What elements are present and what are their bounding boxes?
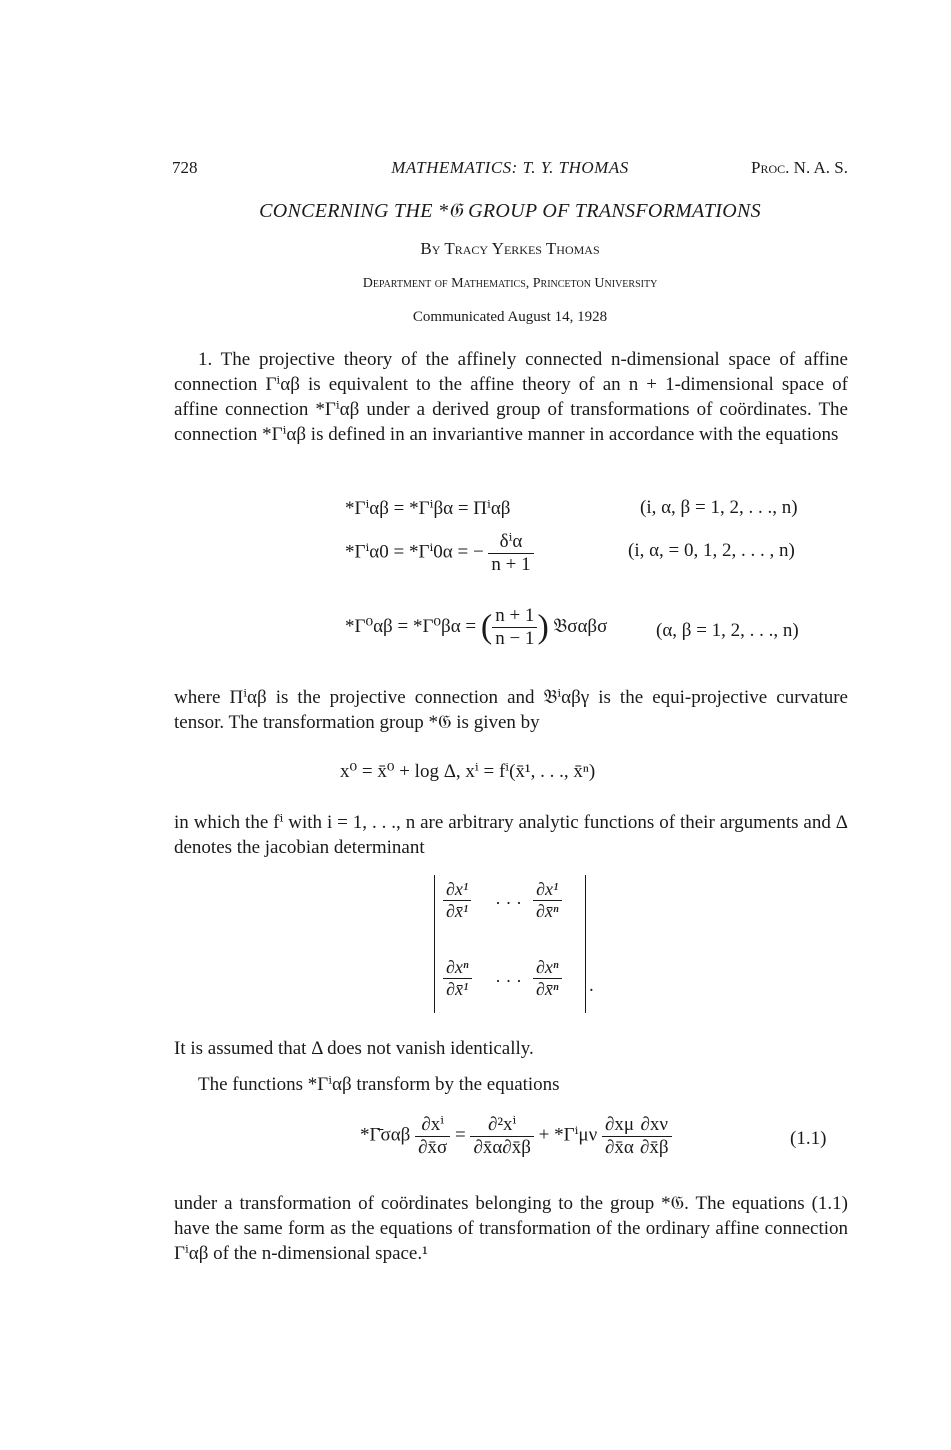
paragraph-3: in which the fⁱ with i = 1, . . ., n are arbitrary analytic functions of their arguments and Δ denotes the jacobian determinant xyxy=(174,812,848,858)
equation-3-numerator: n + 1 xyxy=(492,605,537,628)
det-numerator-1-1: ∂x¹ xyxy=(443,879,471,901)
paragraph-5: The functions *Γⁱαβ transform by the equations xyxy=(198,1074,560,1095)
equation-3-condition: (α, β = 1, 2, . . ., n) xyxy=(656,620,799,641)
det-numerator-2-1: ∂xⁿ xyxy=(443,957,472,979)
paragraph-6: under a transformation of coördinates belonging to the group *𝔊. The equations (1.1) have the same form as the equations of transformation of the ordinary affine connection Γⁱαβ of the n-dimensional space.¹ xyxy=(174,1193,848,1264)
transformation-equation: x⁰ = x̄⁰ + log Δ, xⁱ = fⁱ(x̄¹, . . ., x̄ⁿ) xyxy=(340,761,596,782)
det-cell-1-1 xyxy=(443,879,471,922)
eq11-fraction-3 xyxy=(602,1114,637,1159)
article-author: By Tracy Yerkes Thomas xyxy=(420,239,600,258)
determinant-period: . xyxy=(589,975,594,996)
journal-name: Proc. N. A. S. xyxy=(751,158,848,177)
equation-3-lhs: *Γ⁰αβ = *Γ⁰βα = xyxy=(345,615,477,637)
det-cell-1-2 xyxy=(533,879,562,922)
running-header xyxy=(172,158,848,182)
equation-2-denominator: n + 1 xyxy=(491,554,531,575)
author-affiliation: Department of Mathematics, Princeton University xyxy=(362,276,658,291)
det-denominator-1-2: ∂x̄ⁿ xyxy=(536,901,559,921)
article-title: CONCERNING THE *𝔊 GROUP OF TRANSFORMATIONS xyxy=(259,200,761,222)
equation-3-denominator: n − 1 xyxy=(495,628,535,649)
det-numerator-1-2: ∂x¹ xyxy=(533,879,562,901)
eq11-f3-numerator: ∂xμ xyxy=(602,1114,637,1137)
equation-1 xyxy=(345,497,510,520)
eq11-plus-term: + *Γⁱμν xyxy=(538,1124,598,1146)
eq11-f1-numerator: ∂xⁱ xyxy=(415,1113,450,1137)
equation-2 xyxy=(345,530,534,576)
equation-2-lhs: *Γⁱα0 = *Γⁱ0α = − xyxy=(345,541,484,563)
det-denominator-2-1: ∂x̄¹ xyxy=(446,979,469,999)
eq11-f4-denominator: ∂x̄β xyxy=(640,1136,669,1158)
eq11-f2-numerator: ∂²xⁱ xyxy=(470,1113,533,1137)
equation-3-fraction xyxy=(492,605,537,650)
paragraph-4: It is assumed that Δ does not vanish identically. xyxy=(174,1038,534,1059)
det-dots-row-2: · · · xyxy=(495,971,522,991)
det-denominator-1-1: ∂x̄¹ xyxy=(446,901,469,921)
equation-1-1 xyxy=(360,1113,672,1159)
eq11-fraction-2 xyxy=(470,1113,533,1159)
communicated-date: Communicated August 14, 1928 xyxy=(412,309,608,325)
det-cell-2-2 xyxy=(533,957,562,1000)
equation-1-condition: (i, α, β = 1, 2, . . ., n) xyxy=(640,497,798,518)
jacobian-determinant xyxy=(434,875,586,1013)
running-title: MATHEMATICS: T. Y. THOMAS xyxy=(391,158,629,177)
det-numerator-2-2: ∂xⁿ xyxy=(533,957,562,979)
det-fraction-1-1 xyxy=(443,879,471,922)
det-denominator-2-2: ∂x̄ⁿ xyxy=(536,979,559,999)
eq11-f4-numerator: ∂xν xyxy=(637,1114,672,1137)
eq11-fraction-4 xyxy=(637,1114,672,1159)
eq11-f2-denominator: ∂x̄α∂x̄β xyxy=(473,1137,531,1158)
det-fraction-2-1 xyxy=(443,957,472,1000)
eq11-lhs: *Γ̄σαβ xyxy=(360,1124,411,1146)
det-fraction-2-2 xyxy=(533,957,562,1000)
equation-2-fraction xyxy=(488,530,533,576)
equation-1-body: *Γⁱαβ = *Γⁱβα = Πⁱαβ xyxy=(345,498,511,519)
equation-3-rhs: 𝔅σαβσ xyxy=(553,615,608,637)
page-number: 728 xyxy=(172,158,198,177)
eq11-equals: = xyxy=(455,1124,466,1146)
left-paren: ( xyxy=(480,608,493,646)
eq11-f3-denominator: ∂x̄α xyxy=(605,1136,634,1158)
equation-3 xyxy=(345,605,607,650)
det-cell-2-1 xyxy=(443,957,472,1000)
equation-number-1-1: (1.1) xyxy=(790,1128,827,1149)
equation-2-numerator: δⁱα xyxy=(488,530,533,554)
eq11-f1-denominator: ∂x̄σ xyxy=(418,1137,448,1158)
equation-2-condition: (i, α, = 0, 1, 2, . . . , n) xyxy=(628,540,795,561)
eq11-fraction-1 xyxy=(415,1113,450,1159)
det-dots-row-1: · · · xyxy=(495,893,522,913)
paragraph-1: 1. The projective theory of the affinely connected n-dimensional space of affine connection Γⁱαβ is equivalent to the affine theory of an n + 1-dimensional space of affine connection *Γⁱαβ under a derived group of transformations of coördinates. The connection *Γⁱαβ is defined in an invariantive manner in accordance with the equations xyxy=(174,349,848,445)
right-paren: ) xyxy=(537,608,549,646)
det-fraction-1-2 xyxy=(533,879,562,922)
paragraph-2: where Πⁱαβ is the projective connection and 𝔅ⁱαβγ is the equi-projective curvature tensor. The transformation group *𝔊 is given by xyxy=(174,687,848,733)
